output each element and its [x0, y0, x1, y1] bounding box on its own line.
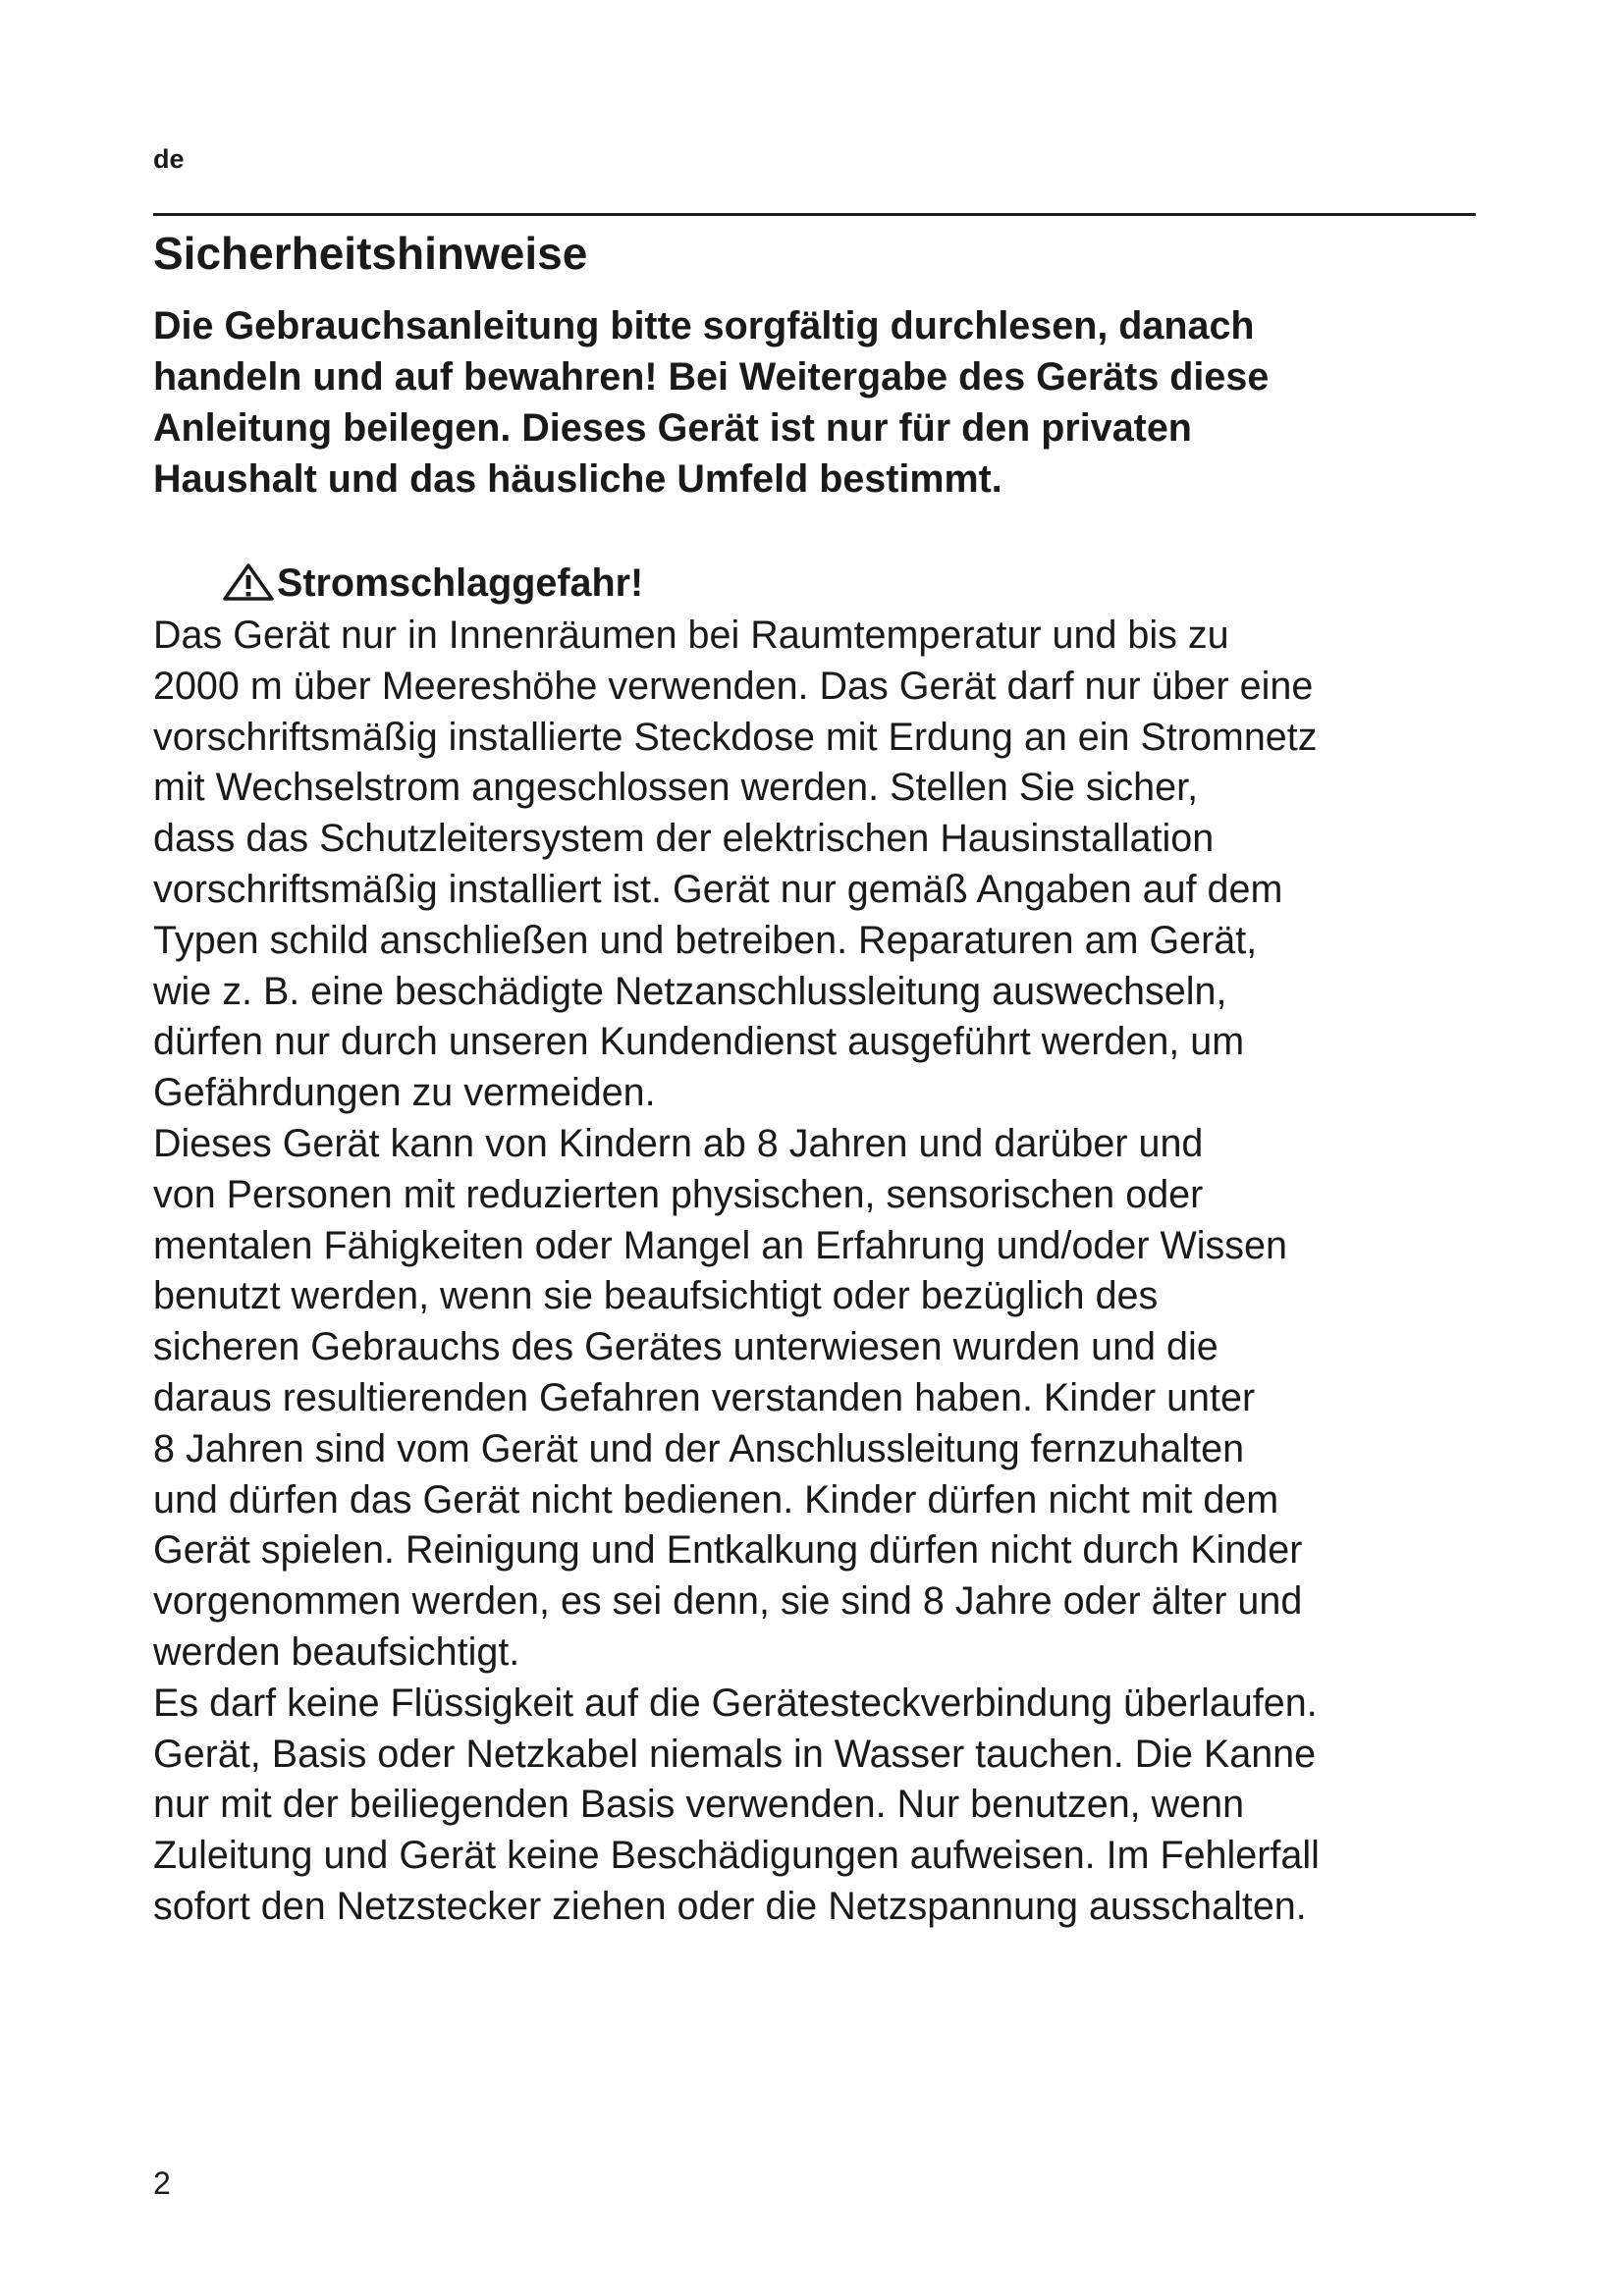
intro-line: handeln und auf bewahren! Bei Weitergabe des Geräts diese [153, 355, 1270, 399]
body-line: benutzt werden, wenn sie beaufsichtigt oder bezüglich des [153, 1274, 1159, 1318]
body-line: Gerät, Basis oder Netzkabel niemals in Wasser tauchen. Die Kanne [153, 1732, 1317, 1776]
body-line: Dieses Gerät kann von Kindern ab 8 Jahren und darüber und [153, 1121, 1204, 1165]
body-line: dürfen nur durch unseren Kundendienst ausgeführt werden, um [153, 1020, 1245, 1064]
body-line: wie z. B. eine beschädigte Netzanschlussleitung auswechseln, [153, 969, 1227, 1013]
body-line: 2000 m über Meereshöhe verwenden. Das Gerät darf nur über eine [153, 664, 1314, 708]
body-line: daraus resultierenden Gefahren verstanden haben. Kinder unter [153, 1375, 1256, 1419]
body-line: mit Wechselstrom angeschlossen werden. Stellen Sie sicher, [153, 766, 1199, 810]
intro-line: Die Gebrauchsanleitung bitte sorgfältig durchlesen, danach [153, 304, 1255, 347]
body-line: und dürfen das Gerät nicht bedienen. Kinder dürfen nicht mit dem [153, 1477, 1279, 1522]
body-line: Typen schild anschließen und betreiben. Reparaturen am Gerät, [153, 918, 1258, 962]
body-line: Gefährdungen zu vermeiden. [153, 1071, 656, 1115]
body-line: vorschriftsmäßig installiert ist. Gerät nur gemäß Angaben auf dem [153, 867, 1283, 911]
body-line: nur mit der beiliegenden Basis verwenden. Nur benutzen, wenn [153, 1783, 1245, 1827]
page-number: 2 [153, 2165, 171, 2201]
warning-heading [222, 558, 643, 609]
body-line: vorschriftsmäßig installierte Steckdose mit Erdung an ein Stromnetz [153, 715, 1318, 759]
body-line: mentalen Fähigkeiten oder Mangel an Erfahrung und/oder Wissen [153, 1223, 1287, 1267]
body-line: dass das Schutzleitersystem der elektrischen Hausinstallation [153, 817, 1215, 861]
language-code: de [153, 144, 185, 174]
body-line: Das Gerät nur in Innenräumen bei Raumtemperatur und bis zu [153, 614, 1229, 657]
body-line: Zuleitung und Gerät keine Beschädigungen aufweisen. Im Fehlerfall [153, 1834, 1320, 1878]
safety-text [153, 611, 1528, 1933]
warning-triangle-icon [222, 562, 275, 602]
body-line: werden beaufsichtigt. [153, 1629, 520, 1674]
header-divider [153, 213, 1476, 216]
body-line: sofort den Netzstecker ziehen oder die Netzspannung ausschalten. [153, 1884, 1307, 1928]
body-line: Gerät spielen. Reinigung und Entkalkung dürfen nicht durch Kinder [153, 1528, 1303, 1573]
intro-paragraph [153, 300, 1489, 505]
intro-line: Anleitung beilegen. Dieses Gerät ist nur für den privaten [153, 406, 1192, 450]
body-line: von Personen mit reduzierten physischen, sensorischen oder [153, 1172, 1204, 1216]
section-title: Sicherheitshinweise [153, 228, 588, 279]
intro-line: Haushalt und das häusliche Umfeld bestimmt. [153, 457, 1002, 501]
body-line: sicheren Gebrauchs des Gerätes unterwiesen wurden und die [153, 1325, 1218, 1369]
body-line: Es darf keine Flüssigkeit auf die Gerätesteckverbindung überlaufen. [153, 1681, 1318, 1725]
body-line: 8 Jahren sind vom Gerät und der Anschlussleitung fernzuhalten [153, 1426, 1245, 1470]
warning-title: Stromschlaggefahr! [277, 561, 644, 605]
body-line: vorgenommen werden, es sei denn, sie sind 8 Jahre oder älter und [153, 1579, 1303, 1624]
